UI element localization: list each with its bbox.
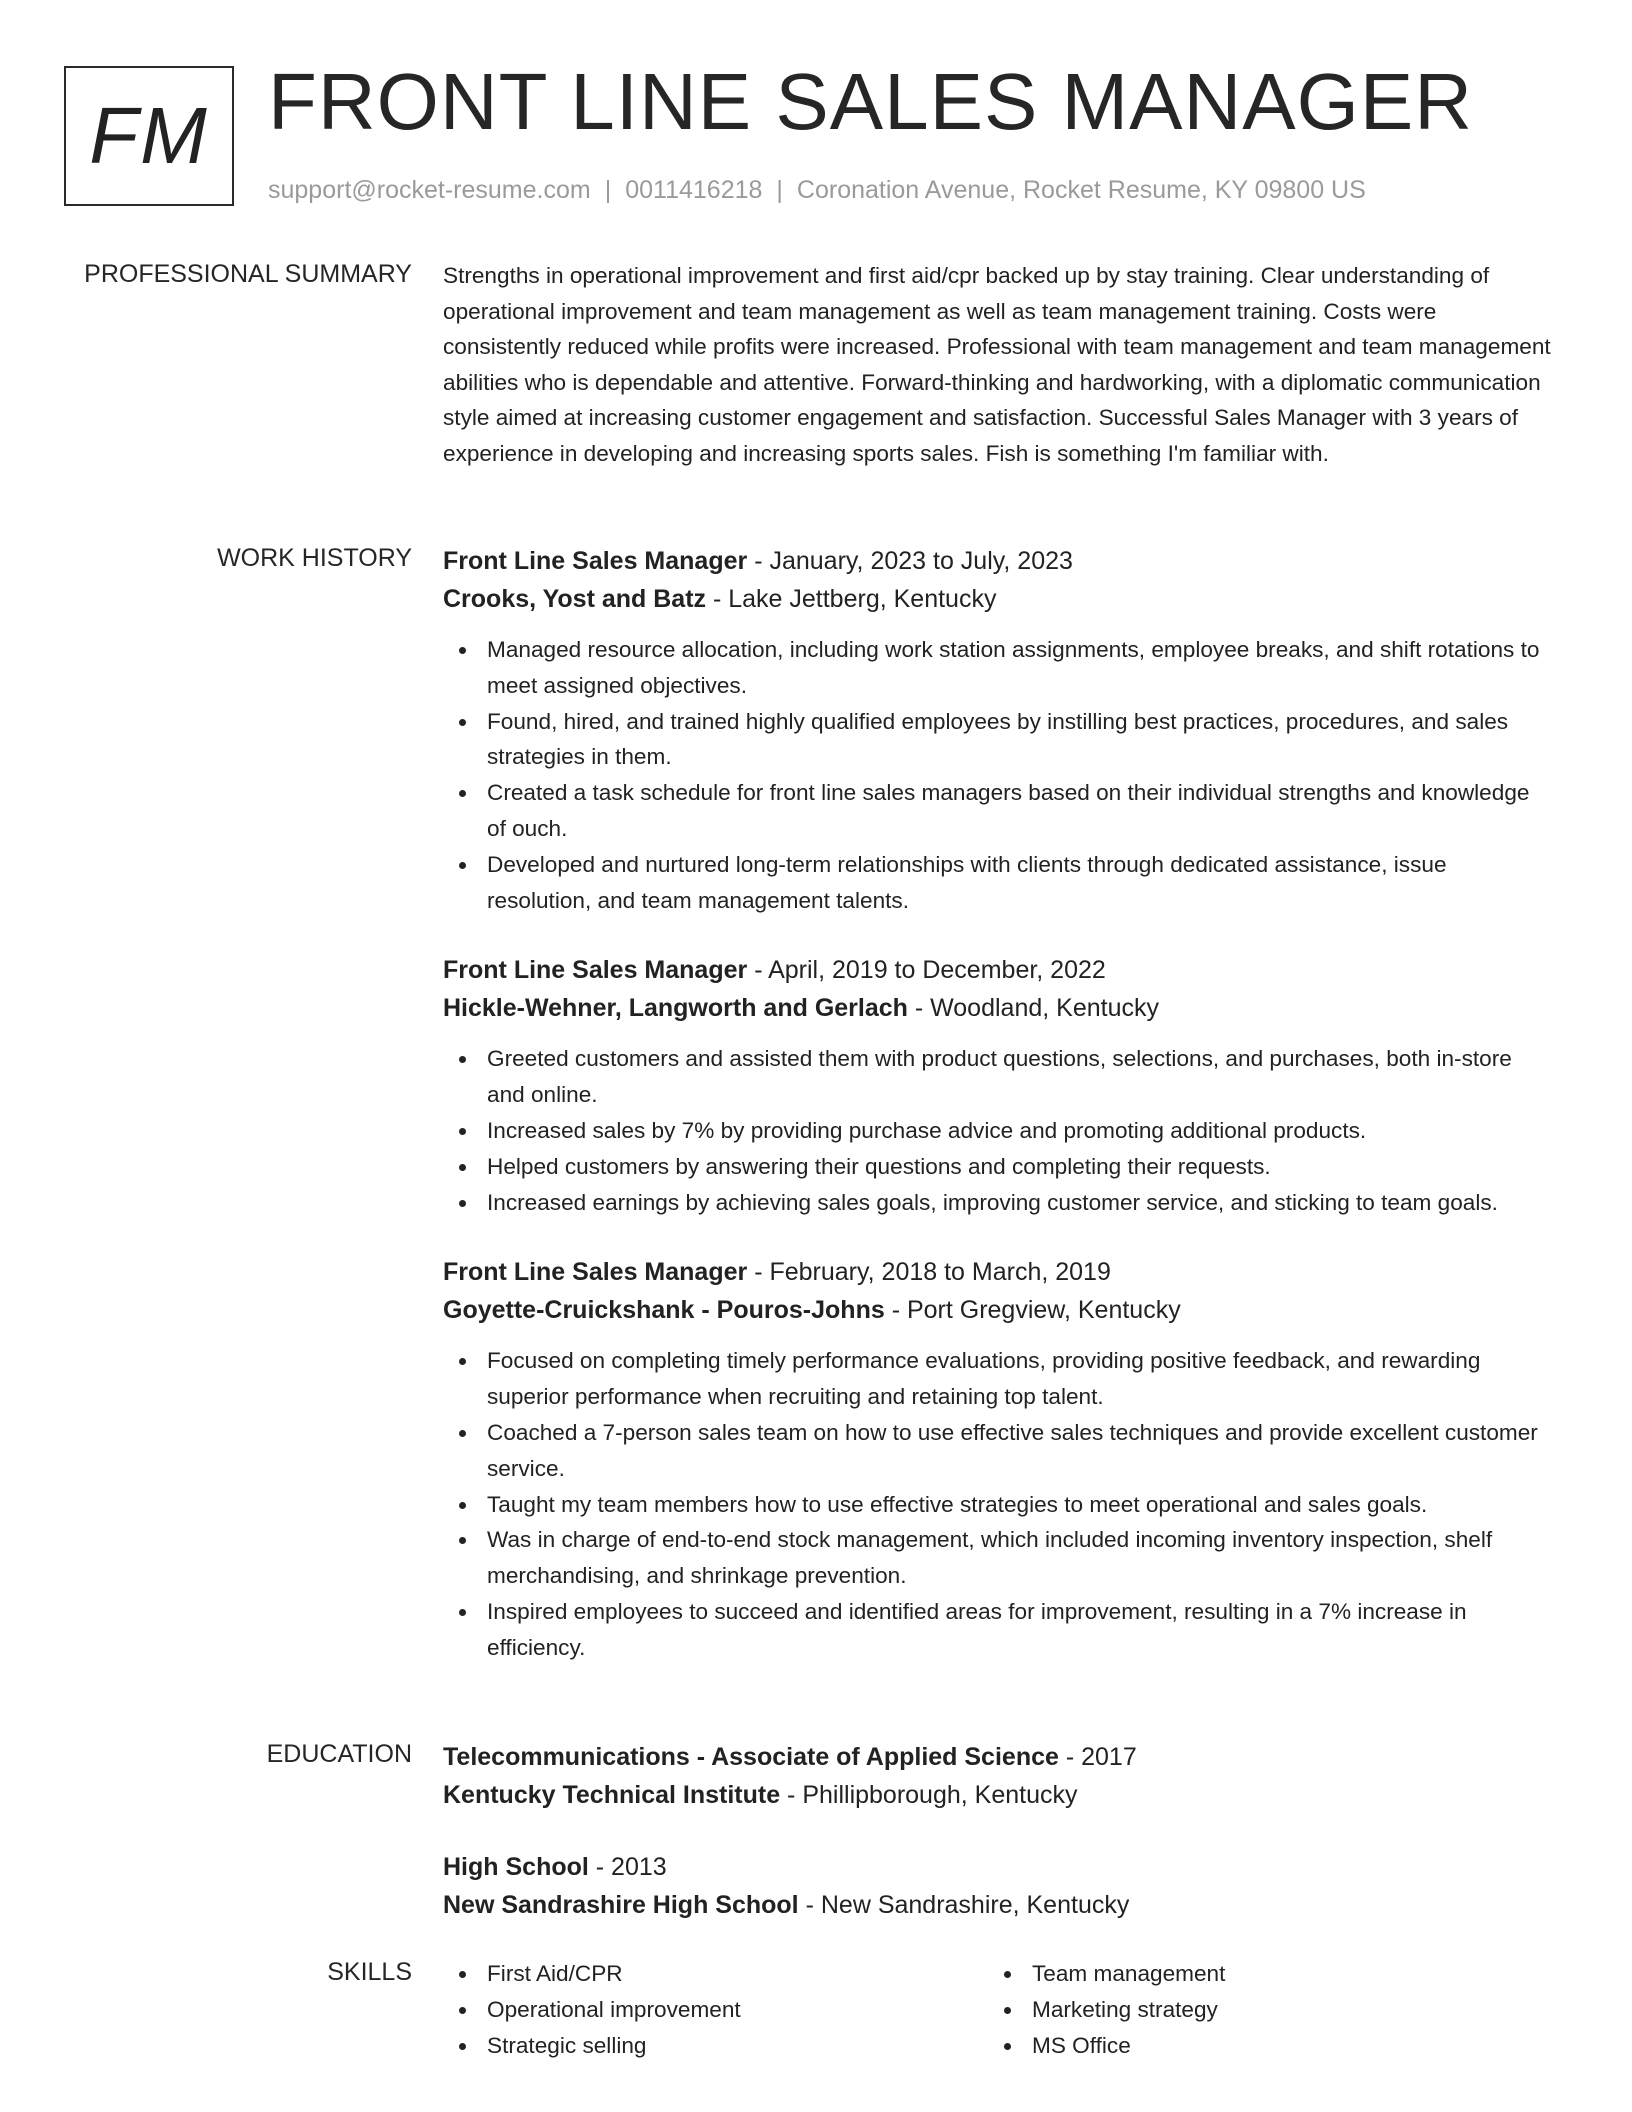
education-degree: Telecommunications - Associate of Applied Science	[443, 1743, 1059, 1771]
education-entry	[443, 1848, 1553, 1924]
job-bullet: Helped customers by answering their questions and completing their requests.	[443, 1149, 1553, 1185]
job-bullet: Increased sales by 7% by providing purchase advice and promoting additional products.	[443, 1113, 1553, 1149]
education-school: New Sandrashire High School	[443, 1891, 799, 1919]
education-year: - 2013	[588, 1853, 667, 1881]
job-title-line	[443, 542, 1553, 580]
skills-column-right	[988, 1956, 1533, 2063]
education-location: - New Sandrashire, Kentucky	[798, 1891, 1130, 1919]
job-dates: - January, 2023 to July, 2023	[747, 547, 1073, 575]
monogram-badge	[64, 66, 234, 206]
work-history-body	[443, 542, 1553, 1699]
skills-list	[443, 1956, 988, 2063]
education-body	[443, 1738, 1553, 1958]
job-dates: - April, 2019 to December, 2022	[747, 956, 1106, 985]
skills-body	[443, 1956, 1553, 2063]
job-title: Front Line Sales Manager	[443, 1258, 748, 1287]
education-degree: High School	[443, 1853, 589, 1881]
contact-separator: |	[776, 176, 783, 204]
education-degree-line	[443, 1738, 1553, 1776]
section-label-skills: SKILLS	[327, 1958, 412, 1986]
education-entry	[443, 1738, 1553, 1814]
education-school-line	[443, 1886, 1553, 1924]
summary-body	[443, 258, 1553, 472]
skill-item: Marketing strategy	[988, 1992, 1533, 2028]
education-school-line	[443, 1776, 1553, 1814]
job-company-line	[443, 580, 1553, 618]
job-company-line	[443, 989, 1553, 1027]
contact-phone[interactable]: 0011416218	[625, 176, 763, 204]
job-title: Front Line Sales Manager	[443, 547, 748, 575]
education-degree-line	[443, 1848, 1553, 1886]
job-location: - Port Gregview, Kentucky	[884, 1296, 1181, 1325]
job-location: - Woodland, Kentucky	[907, 994, 1159, 1023]
job-bullet: Created a task schedule for front line sales managers based on their individual strengths and knowledge of ouch.	[443, 775, 1553, 847]
job-entry	[443, 542, 1553, 918]
skill-item: MS Office	[988, 2028, 1533, 2064]
job-bullet: Was in charge of end-to-end stock management, which included incoming inventory inspection, shelf merchandising, and shrinkage prevention.	[443, 1522, 1553, 1594]
contact-separator: |	[604, 176, 612, 204]
job-title: Front Line Sales Manager	[443, 956, 748, 985]
education-year: - 2017	[1058, 1743, 1137, 1771]
job-bullets	[443, 1343, 1553, 1665]
job-title-line	[443, 951, 1553, 989]
job-dates: - February, 2018 to March, 2019	[747, 1258, 1111, 1287]
skill-item: Team management	[988, 1956, 1533, 1992]
job-bullets	[443, 632, 1553, 918]
job-company: Crooks, Yost and Batz	[443, 585, 707, 613]
summary-text: Strengths in operational improvement and first aid/cpr backed up by stay training. Clear understanding of operational improvement and team management as well as team management training. Costs were consistently reduced while profits were increased. Professional with team management and team management abilities who is dependable and attentive. Forward-thinking and hardworking, with a diplomatic communication style aimed at increasing customer engagement and satisfaction. Successful Sales Manager with 3 years of experience in developing and increasing sports sales. Fish is something I'm familiar with.	[443, 263, 1551, 466]
job-entry	[443, 951, 1553, 1220]
monogram-initials: FM	[89, 91, 209, 180]
skill-item: Strategic selling	[443, 2028, 988, 2064]
job-title-line	[443, 1253, 1553, 1291]
job-bullet: Coached a 7-person sales team on how to use effective sales techniques and provide excellent customer service.	[443, 1415, 1553, 1487]
job-entry	[443, 1253, 1553, 1665]
education-location: - Phillipborough, Kentucky	[780, 1781, 1078, 1809]
education-school: Kentucky Technical Institute	[443, 1781, 781, 1809]
section-label-work-history: WORK HISTORY	[217, 544, 412, 572]
job-company: Goyette-Cruickshank - Pouros-Johns	[443, 1296, 885, 1325]
contact-line	[268, 174, 1366, 206]
skills-grid	[443, 1956, 1553, 2063]
job-bullets	[443, 1041, 1553, 1220]
job-company-line	[443, 1291, 1553, 1329]
job-bullet: Taught my team members how to use effective strategies to meet operational and sales goals.	[443, 1487, 1553, 1523]
job-bullet: Greeted customers and assisted them with product questions, selections, and purchases, both in-store and online.	[443, 1041, 1553, 1113]
contact-address: Coronation Avenue, Rocket Resume, KY 09800 US	[796, 176, 1366, 204]
section-label-education: EDUCATION	[266, 1740, 412, 1768]
job-bullet: Focused on completing timely performance evaluations, providing positive feedback, and rewarding superior performance when recruiting and retaining top talent.	[443, 1343, 1553, 1415]
skills-column-left	[443, 1956, 988, 2063]
contact-email[interactable]: support@rocket-resume.com	[268, 176, 591, 204]
job-bullet: Inspired employees to succeed and identified areas for improvement, resulting in a 7% increase in efficiency.	[443, 1594, 1553, 1666]
section-label-summary: PROFESSIONAL SUMMARY	[84, 260, 412, 288]
job-company: Hickle-Wehner, Langworth and Gerlach	[443, 994, 908, 1023]
job-bullet: Developed and nurtured long-term relationships with clients through dedicated assistance, issue resolution, and team management talents.	[443, 847, 1553, 919]
candidate-title: FRONT LINE SALES MANAGER	[268, 57, 1474, 146]
skills-list	[988, 1956, 1533, 2063]
skill-item: Operational improvement	[443, 1992, 988, 2028]
job-bullet: Managed resource allocation, including work station assignments, employee breaks, and shift rotations to meet assigned objectives.	[443, 632, 1553, 704]
job-bullet: Increased earnings by achieving sales goals, improving customer service, and sticking to team goals.	[443, 1185, 1553, 1221]
skill-item: First Aid/CPR	[443, 1956, 988, 1992]
job-bullet: Found, hired, and trained highly qualified employees by instilling best practices, procedures, and sales strategies in them.	[443, 704, 1553, 776]
job-location: - Lake Jettberg, Kentucky	[706, 585, 997, 613]
